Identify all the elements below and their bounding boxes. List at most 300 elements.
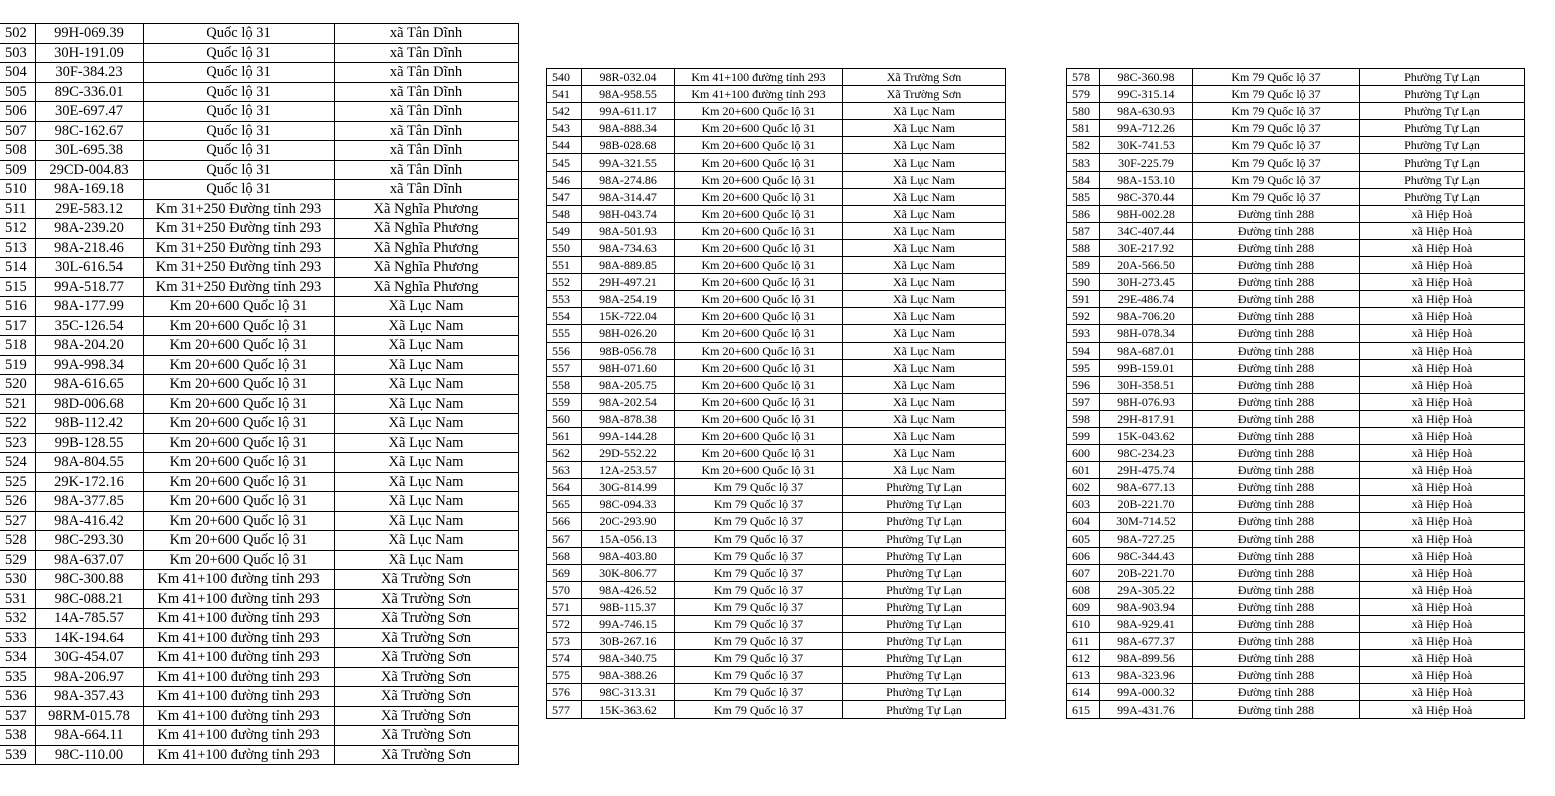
license-plate-cell: 98C-234.23 — [1100, 445, 1193, 462]
row-number-cell: 607 — [1067, 564, 1100, 581]
commune-cell: Xã Nghĩa Phương — [334, 258, 518, 278]
location-cell: Km 79 Quốc lộ 37 — [675, 513, 843, 530]
location-cell: Km 20+600 Quốc lộ 31 — [143, 531, 334, 551]
location-cell: Km 79 Quốc lộ 37 — [675, 496, 843, 513]
commune-cell: Phường Tự Lạn — [843, 513, 1006, 530]
row-number-cell: 600 — [1067, 445, 1100, 462]
license-plate-cell: 30F-225.79 — [1100, 154, 1193, 171]
license-plate-cell: 30E-217.92 — [1100, 239, 1193, 256]
row-number-cell: 542 — [547, 103, 582, 120]
location-cell: Đường tỉnh 288 — [1193, 427, 1360, 444]
table-row — [547, 667, 1006, 684]
license-plate-cell: 98A-889.85 — [582, 257, 675, 274]
row-number-cell: 544 — [547, 137, 582, 154]
table-row — [0, 453, 518, 473]
license-plate-cell: 98A-727.25 — [1100, 530, 1193, 547]
row-number-cell: 522 — [0, 414, 35, 434]
license-plate-cell: 98B-056.78 — [582, 342, 675, 359]
commune-cell: Phường Tự Lạn — [1360, 69, 1525, 86]
row-number-cell: 575 — [547, 667, 582, 684]
table-row — [547, 616, 1006, 633]
license-plate-cell: 29K-172.16 — [35, 472, 143, 492]
row-number-cell: 535 — [0, 667, 35, 687]
row-number-cell: 515 — [0, 277, 35, 297]
table-row — [0, 511, 518, 531]
table-row — [0, 687, 518, 707]
license-plate-cell: 98C-370.44 — [1100, 188, 1193, 205]
license-plate-cell: 99A-746.15 — [582, 616, 675, 633]
row-number-cell: 528 — [0, 531, 35, 551]
row-number-cell: 511 — [0, 199, 35, 219]
location-cell: Km 20+600 Quốc lộ 31 — [143, 394, 334, 414]
table-row — [0, 394, 518, 414]
license-plate-cell: 98A-239.20 — [35, 219, 143, 239]
commune-cell: Phường Tự Lạn — [843, 581, 1006, 598]
row-number-cell: 579 — [1067, 86, 1100, 103]
row-number-cell: 514 — [0, 258, 35, 278]
row-number-cell: 517 — [0, 316, 35, 336]
license-plate-cell: 98A-687.01 — [1100, 342, 1193, 359]
table-row — [0, 238, 518, 258]
table-row — [1067, 103, 1525, 120]
table-row — [1067, 564, 1525, 581]
table-row — [547, 342, 1006, 359]
table-row — [1067, 581, 1525, 598]
location-cell: Đường tỉnh 288 — [1193, 376, 1360, 393]
row-number-cell: 527 — [0, 511, 35, 531]
license-plate-cell: 98A-426.52 — [582, 581, 675, 598]
table-row — [0, 550, 518, 570]
location-cell: Km 20+600 Quốc lộ 31 — [675, 103, 843, 120]
table-row — [547, 69, 1006, 86]
license-plate-cell: 12A-253.57 — [582, 462, 675, 479]
commune-cell: xã Hiệp Hoà — [1360, 684, 1525, 701]
commune-cell: xã Hiệp Hoà — [1360, 257, 1525, 274]
location-cell: Km 41+100 đường tỉnh 293 — [143, 589, 334, 609]
table-row — [547, 581, 1006, 598]
license-plate-cell: 98A-664.11 — [35, 726, 143, 746]
location-cell: Km 20+600 Quốc lộ 31 — [675, 325, 843, 342]
row-number-cell: 573 — [547, 633, 582, 650]
table-row — [1067, 274, 1525, 291]
table-body — [1067, 69, 1525, 719]
location-cell: Km 20+600 Quốc lộ 31 — [675, 154, 843, 171]
location-cell: Km 41+100 đường tỉnh 293 — [143, 667, 334, 687]
license-plate-cell: 99H-069.39 — [35, 24, 143, 44]
row-number-cell: 569 — [547, 564, 582, 581]
location-cell: Km 79 Quốc lộ 37 — [1193, 154, 1360, 171]
row-number-cell: 546 — [547, 171, 582, 188]
table-row — [547, 410, 1006, 427]
license-plate-cell: 98A-929.41 — [1100, 616, 1193, 633]
location-cell: Km 31+250 Đường tỉnh 293 — [143, 258, 334, 278]
table-row — [547, 222, 1006, 239]
table-row — [0, 570, 518, 590]
row-number-cell: 547 — [547, 188, 582, 205]
table-row — [547, 291, 1006, 308]
commune-cell: xã Tân Dĩnh — [334, 121, 518, 141]
row-number-cell: 526 — [0, 492, 35, 512]
row-number-cell: 531 — [0, 589, 35, 609]
commune-cell: Xã Lục Nam — [843, 171, 1006, 188]
commune-cell: Xã Lục Nam — [334, 433, 518, 453]
commune-cell: Xã Trường Sơn — [334, 570, 518, 590]
commune-cell: Xã Lục Nam — [334, 531, 518, 551]
license-plate-cell: 30B-267.16 — [582, 633, 675, 650]
location-cell: Km 20+600 Quốc lộ 31 — [143, 453, 334, 473]
location-cell: Km 79 Quốc lộ 37 — [1193, 120, 1360, 137]
license-plate-cell: 15K-363.62 — [582, 701, 675, 718]
table-row — [0, 375, 518, 395]
location-cell: Km 79 Quốc lộ 37 — [1193, 86, 1360, 103]
location-cell: Km 20+600 Quốc lộ 31 — [675, 393, 843, 410]
commune-cell: Xã Lục Nam — [334, 375, 518, 395]
table-row — [0, 180, 518, 200]
license-plate-cell: 30H-191.09 — [35, 43, 143, 63]
table-row — [1067, 325, 1525, 342]
table-row — [547, 633, 1006, 650]
license-plate-cell: 98B-112.42 — [35, 414, 143, 434]
location-cell: Km 79 Quốc lộ 37 — [675, 564, 843, 581]
location-cell: Quốc lộ 31 — [143, 141, 334, 161]
license-plate-cell: 98H-071.60 — [582, 359, 675, 376]
commune-cell: Xã Lục Nam — [843, 342, 1006, 359]
row-number-cell: 521 — [0, 394, 35, 414]
table-row — [1067, 171, 1525, 188]
location-cell: Km 79 Quốc lộ 37 — [1193, 69, 1360, 86]
commune-cell: xã Hiệp Hoà — [1360, 239, 1525, 256]
commune-cell: Xã Lục Nam — [843, 291, 1006, 308]
commune-cell: Xã Nghĩa Phương — [334, 277, 518, 297]
license-plate-cell: 99A-998.34 — [35, 355, 143, 375]
row-number-cell: 595 — [1067, 359, 1100, 376]
commune-cell: Phường Tự Lạn — [1360, 86, 1525, 103]
table-row — [1067, 239, 1525, 256]
row-number-cell: 603 — [1067, 496, 1100, 513]
table-row — [0, 531, 518, 551]
commune-cell: Xã Trường Sơn — [334, 609, 518, 629]
license-plate-cell: 98A-274.86 — [582, 171, 675, 188]
row-number-cell: 510 — [0, 180, 35, 200]
license-plate-cell: 20A-566.50 — [1100, 257, 1193, 274]
license-plate-cell: 98C-094.33 — [582, 496, 675, 513]
location-cell: Quốc lộ 31 — [143, 160, 334, 180]
row-number-cell: 583 — [1067, 154, 1100, 171]
row-number-cell: 578 — [1067, 69, 1100, 86]
table-row — [1067, 154, 1525, 171]
commune-cell: xã Hiệp Hoà — [1360, 616, 1525, 633]
row-number-cell: 519 — [0, 355, 35, 375]
license-plate-cell: 98C-344.43 — [1100, 547, 1193, 564]
commune-cell: Phường Tự Lạn — [843, 564, 1006, 581]
commune-cell: xã Hiệp Hoà — [1360, 667, 1525, 684]
license-plate-cell: 98A-377.85 — [35, 492, 143, 512]
license-plate-cell: 29A-305.22 — [1100, 581, 1193, 598]
table-row — [0, 258, 518, 278]
license-plate-cell: 30L-695.38 — [35, 141, 143, 161]
row-number-cell: 552 — [547, 274, 582, 291]
table-row — [1067, 308, 1525, 325]
license-plate-cell: 98A-677.13 — [1100, 479, 1193, 496]
commune-cell: xã Tân Dĩnh — [334, 141, 518, 161]
location-cell: Km 41+100 đường tỉnh 293 — [143, 570, 334, 590]
row-number-cell: 589 — [1067, 257, 1100, 274]
location-cell: Đường tỉnh 288 — [1193, 667, 1360, 684]
commune-cell: xã Hiệp Hoà — [1360, 547, 1525, 564]
location-cell: Km 20+600 Quốc lộ 31 — [675, 410, 843, 427]
commune-cell: Xã Nghĩa Phương — [334, 199, 518, 219]
location-cell: Km 41+100 đường tỉnh 293 — [143, 628, 334, 648]
commune-cell: xã Hiệp Hoà — [1360, 581, 1525, 598]
location-cell: Km 41+100 đường tỉnh 293 — [143, 726, 334, 746]
commune-cell: Xã Nghĩa Phương — [334, 219, 518, 239]
location-cell: Km 41+100 đường tỉnh 293 — [675, 86, 843, 103]
location-cell: Km 41+100 đường tỉnh 293 — [143, 687, 334, 707]
commune-cell: xã Tân Dĩnh — [334, 24, 518, 44]
location-cell: Đường tỉnh 288 — [1193, 359, 1360, 376]
row-number-cell: 534 — [0, 648, 35, 668]
commune-cell: xã Hiệp Hoà — [1360, 513, 1525, 530]
license-plate-cell: 99A-321.55 — [582, 154, 675, 171]
license-plate-cell: 98A-254.19 — [582, 291, 675, 308]
commune-cell: Xã Lục Nam — [334, 336, 518, 356]
commune-cell: Xã Lục Nam — [843, 376, 1006, 393]
table-row — [547, 393, 1006, 410]
license-plate-cell: 14K-194.64 — [35, 628, 143, 648]
license-plate-cell: 98A-888.34 — [582, 120, 675, 137]
location-cell: Đường tỉnh 288 — [1193, 530, 1360, 547]
location-cell: Km 20+600 Quốc lộ 31 — [143, 316, 334, 336]
location-cell: Đường tỉnh 288 — [1193, 616, 1360, 633]
location-cell: Km 20+600 Quốc lộ 31 — [675, 291, 843, 308]
license-plate-cell: 98A-734.63 — [582, 239, 675, 256]
location-cell: Km 31+250 Đường tỉnh 293 — [143, 277, 334, 297]
location-cell: Đường tỉnh 288 — [1193, 650, 1360, 667]
row-number-cell: 601 — [1067, 462, 1100, 479]
row-number-cell: 582 — [1067, 137, 1100, 154]
table-row — [0, 63, 518, 83]
license-plate-cell: 29E-583.12 — [35, 199, 143, 219]
table-row — [547, 445, 1006, 462]
row-number-cell: 596 — [1067, 376, 1100, 393]
license-plate-cell: 20B-221.70 — [1100, 496, 1193, 513]
commune-cell: Xã Lục Nam — [334, 394, 518, 414]
table-row — [1067, 445, 1525, 462]
row-number-cell: 594 — [1067, 342, 1100, 359]
table-row — [547, 86, 1006, 103]
commune-cell: xã Hiệp Hoà — [1360, 410, 1525, 427]
row-number-cell: 615 — [1067, 701, 1100, 718]
commune-cell: xã Tân Dĩnh — [334, 102, 518, 122]
license-plate-cell: 29H-497.21 — [582, 274, 675, 291]
table-body — [0, 24, 518, 765]
table-row — [547, 530, 1006, 547]
row-number-cell: 536 — [0, 687, 35, 707]
location-cell: Km 41+100 đường tỉnh 293 — [675, 69, 843, 86]
location-cell: Đường tỉnh 288 — [1193, 222, 1360, 239]
location-cell: Quốc lộ 31 — [143, 121, 334, 141]
license-plate-cell: 30K-806.77 — [582, 564, 675, 581]
table-row — [1067, 479, 1525, 496]
row-number-cell: 520 — [0, 375, 35, 395]
table-row — [547, 427, 1006, 444]
row-number-cell: 543 — [547, 120, 582, 137]
license-plate-cell: 98A-153.10 — [1100, 171, 1193, 188]
location-cell: Km 79 Quốc lộ 37 — [675, 547, 843, 564]
row-number-cell: 611 — [1067, 633, 1100, 650]
row-number-cell: 587 — [1067, 222, 1100, 239]
row-number-cell: 566 — [547, 513, 582, 530]
license-plate-cell: 99A-712.26 — [1100, 120, 1193, 137]
location-cell: Đường tỉnh 288 — [1193, 547, 1360, 564]
license-plate-cell: 98R-032.04 — [582, 69, 675, 86]
location-cell: Km 20+600 Quốc lộ 31 — [143, 511, 334, 531]
commune-cell: xã Hiệp Hoà — [1360, 342, 1525, 359]
license-plate-cell: 98C-360.98 — [1100, 69, 1193, 86]
row-number-cell: 505 — [0, 82, 35, 102]
row-number-cell: 504 — [0, 63, 35, 83]
row-number-cell: 532 — [0, 609, 35, 629]
location-cell: Km 20+600 Quốc lộ 31 — [675, 274, 843, 291]
table-row — [1067, 222, 1525, 239]
table-row — [0, 628, 518, 648]
location-cell: Quốc lộ 31 — [143, 82, 334, 102]
license-plate-cell: 98C-293.30 — [35, 531, 143, 551]
row-number-cell: 574 — [547, 650, 582, 667]
commune-cell: Phường Tự Lạn — [1360, 103, 1525, 120]
commune-cell: xã Hiệp Hoà — [1360, 564, 1525, 581]
license-plate-cell: 98H-002.28 — [1100, 205, 1193, 222]
license-plate-cell: 99A-144.28 — [582, 427, 675, 444]
location-cell: Km 79 Quốc lộ 37 — [675, 530, 843, 547]
row-number-cell: 602 — [1067, 479, 1100, 496]
location-cell: Km 20+600 Quốc lộ 31 — [675, 376, 843, 393]
table-row — [1067, 598, 1525, 615]
table-row — [0, 219, 518, 239]
table-row — [1067, 684, 1525, 701]
commune-cell: xã Hiệp Hoà — [1360, 445, 1525, 462]
location-cell: Km 20+600 Quốc lộ 31 — [143, 375, 334, 395]
commune-cell: Xã Lục Nam — [843, 445, 1006, 462]
row-number-cell: 580 — [1067, 103, 1100, 120]
license-plate-cell: 98A-206.97 — [35, 667, 143, 687]
license-plate-cell: 98A-357.43 — [35, 687, 143, 707]
row-number-cell: 563 — [547, 462, 582, 479]
license-plate-cell: 98B-115.37 — [582, 598, 675, 615]
license-plate-cell: 29H-817.91 — [1100, 410, 1193, 427]
table-row — [0, 492, 518, 512]
row-number-cell: 556 — [547, 342, 582, 359]
location-cell: Km 20+600 Quốc lộ 31 — [675, 137, 843, 154]
commune-cell: xã Hiệp Hoà — [1360, 633, 1525, 650]
location-cell: Km 79 Quốc lộ 37 — [1193, 171, 1360, 188]
row-number-cell: 567 — [547, 530, 582, 547]
table-row — [547, 547, 1006, 564]
table-row — [547, 308, 1006, 325]
license-plate-cell: 99A-611.17 — [582, 103, 675, 120]
commune-cell: xã Hiệp Hoà — [1360, 359, 1525, 376]
commune-cell: Xã Lục Nam — [843, 205, 1006, 222]
license-plate-cell: 98A-202.54 — [582, 393, 675, 410]
row-number-cell: 597 — [1067, 393, 1100, 410]
license-plate-cell: 98A-903.94 — [1100, 598, 1193, 615]
table-row — [547, 154, 1006, 171]
row-number-cell: 590 — [1067, 274, 1100, 291]
location-cell: Km 79 Quốc lộ 37 — [675, 701, 843, 718]
row-number-cell: 537 — [0, 706, 35, 726]
license-plate-cell: 98A-204.20 — [35, 336, 143, 356]
table-row — [547, 598, 1006, 615]
table-middle — [546, 68, 1006, 719]
table-row — [1067, 427, 1525, 444]
commune-cell: Xã Trường Sơn — [334, 628, 518, 648]
table-row — [547, 171, 1006, 188]
license-plate-cell: 30E-697.47 — [35, 102, 143, 122]
table-row — [547, 462, 1006, 479]
location-cell: Km 20+600 Quốc lộ 31 — [675, 188, 843, 205]
row-number-cell: 550 — [547, 239, 582, 256]
license-plate-cell: 98A-616.65 — [35, 375, 143, 395]
location-cell: Km 20+600 Quốc lộ 31 — [675, 427, 843, 444]
license-plate-cell: 98A-177.99 — [35, 297, 143, 317]
license-plate-cell: 15K-043.62 — [1100, 427, 1193, 444]
commune-cell: xã Hiệp Hoà — [1360, 598, 1525, 615]
location-cell: Km 79 Quốc lộ 37 — [675, 667, 843, 684]
row-number-cell: 558 — [547, 376, 582, 393]
row-number-cell: 560 — [547, 410, 582, 427]
table-row — [1067, 342, 1525, 359]
license-plate-cell: 30L-616.54 — [35, 258, 143, 278]
commune-cell: Phường Tự Lạn — [1360, 188, 1525, 205]
license-plate-cell: 98A-958.55 — [582, 86, 675, 103]
commune-cell: Xã Lục Nam — [843, 137, 1006, 154]
row-number-cell: 608 — [1067, 581, 1100, 598]
table-row — [1067, 547, 1525, 564]
table-row — [0, 667, 518, 687]
license-plate-cell: 98A-804.55 — [35, 453, 143, 473]
location-cell: Km 79 Quốc lộ 37 — [1193, 188, 1360, 205]
table-row — [547, 274, 1006, 291]
row-number-cell: 588 — [1067, 239, 1100, 256]
row-number-cell: 568 — [547, 547, 582, 564]
table-row — [0, 199, 518, 219]
commune-cell: Phường Tự Lạn — [843, 598, 1006, 615]
table-row — [1067, 616, 1525, 633]
table-row — [0, 706, 518, 726]
license-plate-cell: 29H-475.74 — [1100, 462, 1193, 479]
location-cell: Km 20+600 Quốc lộ 31 — [675, 445, 843, 462]
license-plate-cell: 99A-518.77 — [35, 277, 143, 297]
license-plate-cell: 99B-159.01 — [1100, 359, 1193, 376]
license-plate-cell: 98A-314.47 — [582, 188, 675, 205]
row-number-cell: 613 — [1067, 667, 1100, 684]
location-cell: Đường tỉnh 288 — [1193, 581, 1360, 598]
row-number-cell: 549 — [547, 222, 582, 239]
license-plate-cell: 34C-407.44 — [1100, 222, 1193, 239]
table-row — [0, 433, 518, 453]
commune-cell: Phường Tự Lạn — [843, 547, 1006, 564]
table-row — [1067, 667, 1525, 684]
table-row — [547, 513, 1006, 530]
license-plate-cell: 29CD-004.83 — [35, 160, 143, 180]
commune-cell: Phường Tự Lạn — [843, 479, 1006, 496]
location-cell: Km 20+600 Quốc lộ 31 — [143, 336, 334, 356]
license-plate-cell: 98H-043.74 — [582, 205, 675, 222]
license-plate-cell: 89C-336.01 — [35, 82, 143, 102]
commune-cell: Phường Tự Lạn — [843, 530, 1006, 547]
commune-cell: xã Tân Dĩnh — [334, 180, 518, 200]
table-row — [0, 745, 518, 765]
